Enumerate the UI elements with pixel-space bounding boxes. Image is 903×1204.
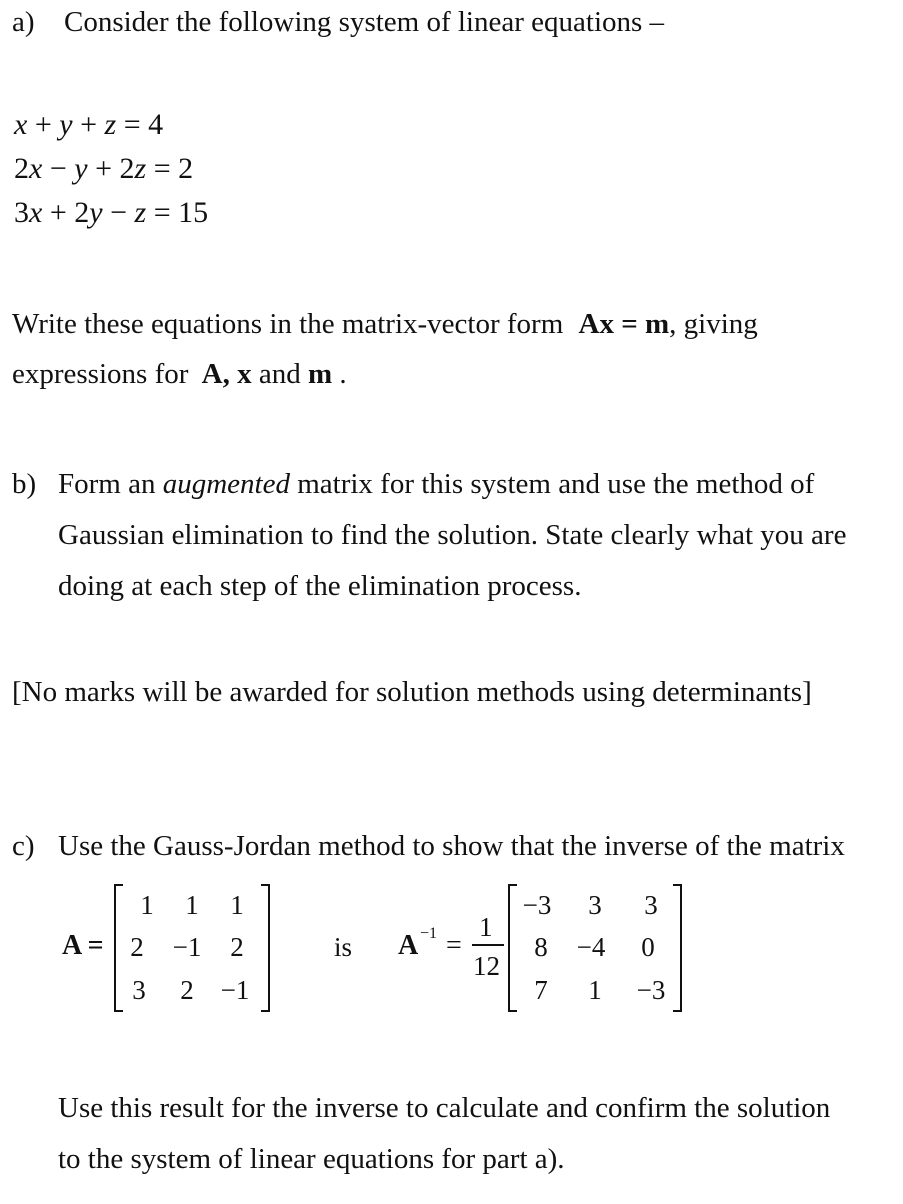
fraction-denominator: 12: [473, 951, 500, 981]
fraction-numerator: 1: [479, 912, 493, 942]
part-b-label: b): [12, 468, 37, 500]
matrix-Ainv-cell: 3: [588, 890, 602, 920]
matrix-A-cell: 1: [185, 890, 199, 920]
matrix-A-cell: 2: [230, 932, 244, 962]
part-b-line-3: doing at each step of the elimination process.: [58, 570, 582, 602]
matrix-Ainv-right-bracket: [673, 884, 682, 1012]
write-line-1-text: Write these equations in the matrix-vector form: [12, 308, 564, 340]
part-b-line-2: Gaussian elimination to find the solution. State clearly what you are: [58, 519, 847, 551]
matrix-A-cell: 2: [130, 932, 144, 962]
vars-A-x: A, x: [201, 358, 252, 390]
fraction-bar: [472, 944, 504, 946]
matrix-Ainv-cell: 1: [588, 975, 602, 1005]
matrix-Ainv: [508, 884, 682, 1012]
part-c-label: c): [12, 830, 35, 862]
matrix-form: Ax = m: [578, 308, 670, 340]
part-a-intro: Consider the following system of linear equations –: [64, 6, 665, 38]
matrix-Ainv-cell: 7: [534, 975, 548, 1005]
write-line-2-text: expressions for: [12, 358, 189, 390]
conclusion-line-2: to the system of linear equations for part a).: [58, 1143, 565, 1175]
equation-1: x + y + z = 4: [14, 108, 164, 141]
matrix-A-right-bracket: [261, 884, 270, 1012]
Ainv-label: A: [398, 930, 419, 961]
part-b-line-1-pre: Form an: [58, 468, 156, 500]
var-m: m: [307, 358, 333, 390]
is-word: is: [334, 932, 353, 962]
matrix-Ainv-cell: 0: [641, 932, 655, 962]
A-label: A =: [62, 930, 104, 961]
augmented-word: augmented: [162, 468, 290, 500]
and-word: and: [258, 358, 301, 390]
matrix-A-cell: −1: [172, 932, 202, 962]
part-b-line-1: [58, 470, 814, 499]
matrix-Ainv-cell: −3: [636, 975, 666, 1005]
matrix-Ainv-cell: 8: [534, 932, 548, 962]
write-line-2: [12, 360, 347, 389]
equation-2: 2x − y + 2z = 2: [14, 152, 194, 185]
matrix-A-cell: −1: [220, 975, 250, 1005]
matrix-Ainv-cell: −4: [576, 932, 606, 962]
part-b-line-1-post: matrix for this system and use the method of: [297, 468, 815, 500]
matrix-A-cell: 3: [132, 975, 146, 1005]
matrix-A-cell: 1: [140, 890, 154, 920]
Ainv-superscript: −1: [420, 925, 438, 942]
no-marks-note: [No marks will be awarded for solution methods using determinants]: [12, 676, 812, 708]
conclusion-line-1: Use this result for the inverse to calculate and confirm the solution: [58, 1092, 831, 1124]
part-c-intro: Use the Gauss-Jordan method to show that the inverse of the matrix: [58, 830, 845, 862]
matrix-A: [114, 884, 270, 1012]
matrix-Ainv-cell: 3: [644, 890, 658, 920]
part-a-label: a): [12, 6, 35, 38]
write-line-1: [12, 310, 758, 339]
equation-3: 3x + 2y − z = 15: [14, 196, 209, 229]
period: .: [339, 358, 347, 390]
matrix-A-cell: 2: [180, 975, 194, 1005]
matrix-A-cell: 1: [230, 890, 244, 920]
write-line-1-end: , giving: [669, 308, 758, 340]
matrix-Ainv-cell: −3: [522, 890, 552, 920]
equals-sign: =: [446, 930, 462, 961]
